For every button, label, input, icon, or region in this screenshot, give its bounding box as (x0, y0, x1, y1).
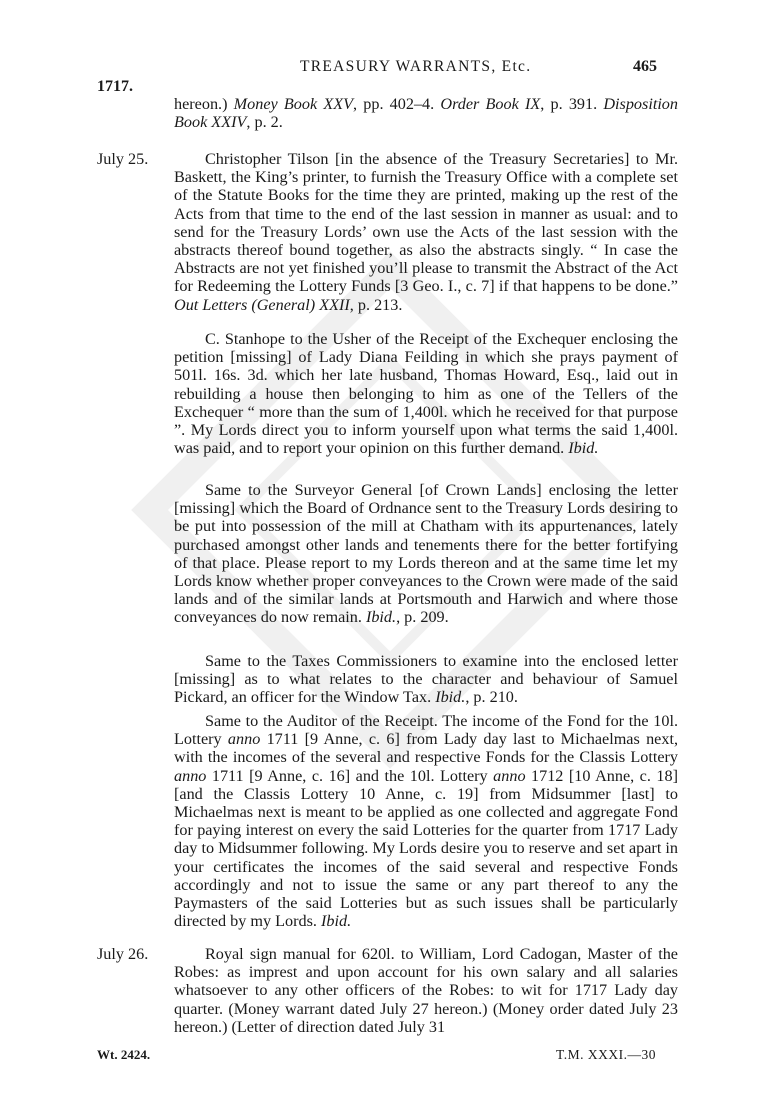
text-run: C. Stanhope to the Usher of the Receipt of the Exchequer enclosing the petition [missing] of Lady Diana Feilding in which she prays payment of 501l. 16s. 3d. which her late husband, Thomas Howard, Esq., laid out in rebuilding a house then belonging to him as one of the Tellers of the Exchequer “ more than the sum of 1,400l. which he received for that purpose ”. My Lords direct you to inform yourself upon what terms the said 1,400l. was paid, and to report your opinion on this further demand. (174, 330, 678, 458)
reference: Disposition Book XXIV (174, 95, 678, 132)
reference: Money Book XXV (233, 95, 354, 113)
text-run: 1712 [10 Anne, c. 18] [and the Classis Lottery 10 Anne, c. 19] from Midsummer [last] to Michaelmas next is meant to be applied as one collected and aggregate Fond for paying interest on every the said Lotteries for the quarter from 1717 Lady day to Midsummer following. My Lords desire you to reserve and set apart in your certificates the incomes of the said several and respective Fonds accordingly and not to issue the same or any part thereof to any the Paymasters of the said Lotteries but as such issues shall be particularly directed by my Lords. (174, 766, 678, 931)
entry-paragraph (174, 150, 678, 314)
text-run: Royal sign manual for 620l. to William, Lord Cadogan, Master of the Robes: as imprest and upon account for his own salary and all salaries whatsoever to any other officers of the Robes: to wit for 1717 Lady day quarter. (Money warrant dated July 27 hereon.) (Money order dated July 23 hereon.) (Letter of direction dated July 31 (174, 945, 678, 1036)
text-run: Same to the Auditor of the Receipt. The income of the Fond for the 10l. Lottery (174, 712, 678, 749)
reference: Out Letters (General) XXII (174, 295, 350, 314)
text-run: , p. 391. (540, 95, 604, 113)
entry-paragraph (174, 712, 678, 930)
entry-date: July 26. (97, 945, 149, 963)
reference: Ibid. (365, 608, 397, 627)
entry-paragraph (174, 330, 678, 457)
text-run: Same to the Taxes Commissioners to examine into the enclosed letter [missing] as to what relates to the character and behaviour of Samuel Pickard, an officer for the Window Tax. (174, 652, 678, 707)
text-run: hereon.) (174, 95, 234, 113)
text-run: 1711 [9 Anne, c. 6] from Lady day last to Michaelmas next, with the incomes of the several and respective Fonds for the Classis Lottery (174, 730, 678, 767)
page-number: 465 (633, 58, 657, 75)
text-run: 1711 [9 Anne, c. 16] and the 10l. Lottery (206, 766, 494, 785)
text-run: , p. 210. (465, 688, 518, 707)
print-mark: Wt. 2424. (97, 1047, 151, 1062)
reference: Ibid. (321, 912, 352, 931)
reference: anno (174, 766, 207, 785)
text-run: , p. 2. (246, 113, 283, 132)
entry-paragraph (174, 652, 678, 707)
reference: anno (227, 730, 261, 749)
continuation-paragraph (174, 95, 678, 131)
entry-paragraph (174, 945, 678, 1036)
running-title: TREASURY WARRANTS, Etc. (300, 58, 532, 75)
reference: Order Book IX (440, 95, 541, 113)
reference: anno (493, 766, 526, 785)
header-year: 1717. (97, 78, 133, 95)
reference: Ibid. (435, 688, 466, 707)
text-run: Christopher Tilson [in the absence of the Treasury Secretaries] to Mr. Baskett, the King’s printer, to furnish the Treasury Office with a complete set of the Statute Books for the time they are printed, making up the rest of the Acts from that time to the end of the last session in manner as usual: and to send for the Treasury Lords’ own use the Acts of the last session with the abstracts thereof bound together, as also the abstracts singly. “ In case the Abstracts are not yet finished you’ll please to transmit the Abstract of the Act for Redeeming the Lottery Funds [3 Geo. I., c. 7] if that happens to be done.” (174, 150, 678, 296)
text-run: Same to the Surveyor General [of Crown Lands] enclosing the letter [missing] which the Board of Ordnance sent to the Treasury Lords desiring to be put into possession of the mill at Chatham with its appurtenances, lately purchased amongst other lands and tenements there for the better fortifying of that place. Please report to my Lords thereon and at the same time let my Lords know whether proper conveyances to the Crown were made of the said lands and of the similar lands at Portsmouth and Harwich and where those conveyances do now remain. (174, 481, 678, 627)
entry-date: July 25. (97, 150, 149, 168)
text-run: , p. 213. (349, 295, 403, 314)
entry-paragraph (174, 481, 678, 627)
text-run: , pp. 402–4. (353, 95, 441, 113)
reference: Ibid. (568, 439, 599, 458)
signature-mark: T.M. XXXI.—30 (556, 1047, 656, 1062)
text-run: , p. 209. (396, 608, 449, 627)
